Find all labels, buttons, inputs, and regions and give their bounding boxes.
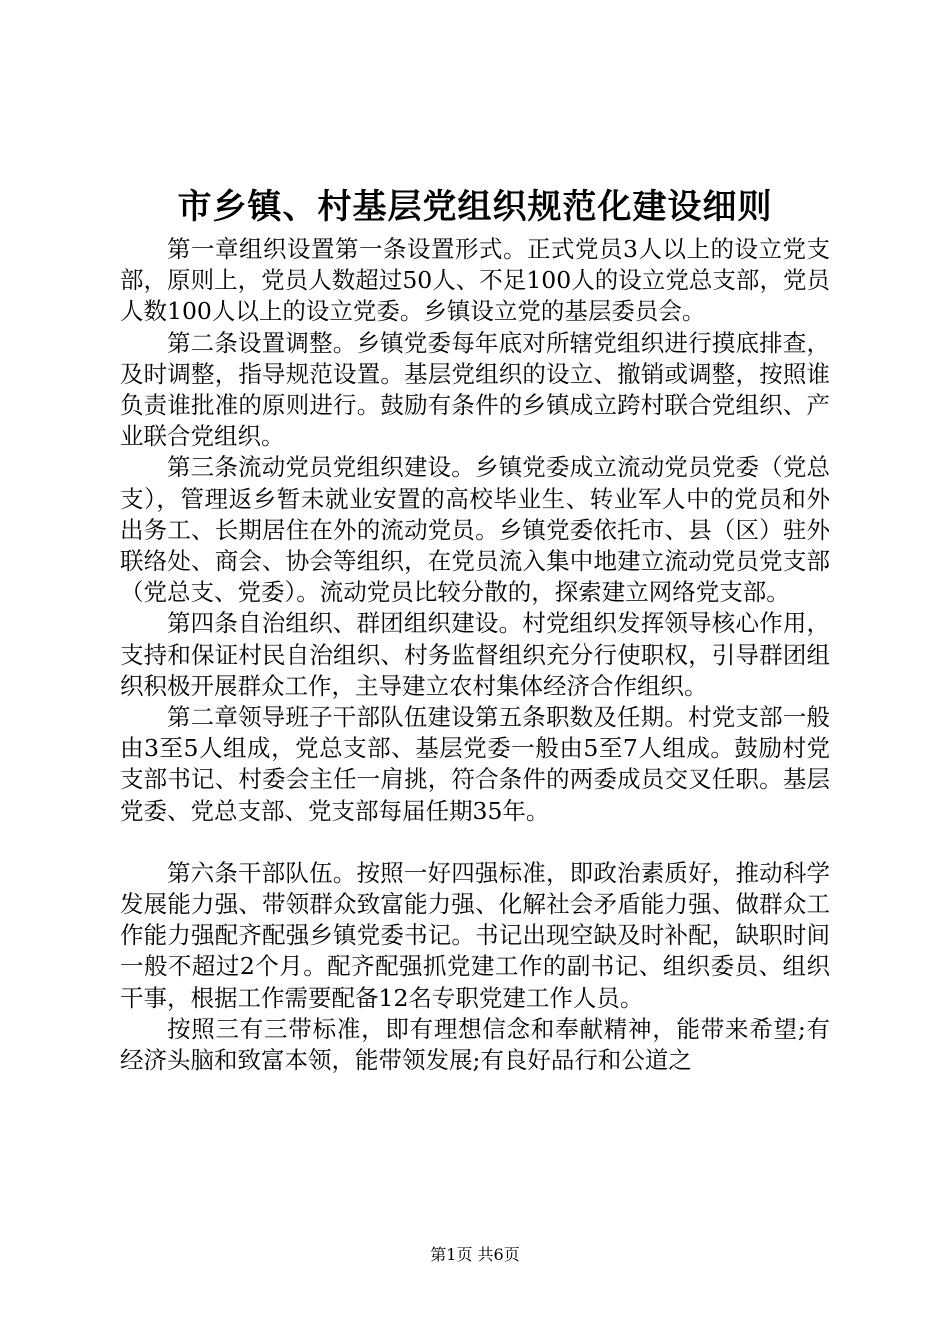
paragraph-article-2: 第二条设置调整。乡镇党委每年底对所辖党组织进行摸底排查，及时调整，指导规范设置。基层党组织的设立、撤销或调整，按照谁负责谁批准的原则进行。鼓励有条件的乡镇成立跨村联合党组织、产业联合党组织。 xyxy=(120,328,830,451)
paragraph-chapter-1-article-1: 第一章组织设置第一条设置形式。正式党员3人以上的设立党支部，原则上，党员人数超过50人、不足100人的设立党总支部，党员人数100人以上的设立党委。乡镇设立党的基层委员会。 xyxy=(120,235,830,326)
paragraph-article-3: 第三条流动党员党组织建设。乡镇党委成立流动党员党委（党总支），管理返乡暂未就业安置的高校毕业生、转业军人中的党员和外出务工、长期居住在外的流动党员。乡镇党委依托市、县（区）驻外联络处、商会、协会等组织，在党员流入集中地建立流动党员党支部（党总支、党委）。流动党员比较分散的，探索建立网络党支部。 xyxy=(120,453,830,607)
document-title: 市乡镇、村基层党组织规范化建设细则 xyxy=(177,187,773,227)
paragraph-article-4: 第四条自治组织、群团组织建设。村党组织发挥领导核心作用，支持和保证村民自治组织、村务监督组织充分行使职权，引导群团组织积极开展群众工作，主导建立农村集体经济合作组织。 xyxy=(120,609,830,700)
page-indicator: 第1页 共6页 xyxy=(430,1245,520,1264)
paragraph-chapter-2-article-5: 第二章领导班子干部队伍建设第五条职数及任期。村党支部一般由3至5人组成，党总支部、基层党委一般由5至7人组成。鼓励村党支部书记、村委会主任一肩挑，符合条件的两委成员交叉任职。基层党委、党总支部、党支部每届任期35年。 xyxy=(120,703,830,825)
paragraph-three-standards: 按照三有三带标准，即有理想信念和奉献精神，能带来希望;有经济头脑和致富本领，能带领发展;有良好品行和公道之 xyxy=(120,1014,830,1075)
page-footer xyxy=(0,1244,950,1266)
paragraph-article-6: 第六条干部队伍。按照一好四强标准，即政治素质好，推动科学发展能力强、带领群众致富能力强、化解社会矛盾能力强、做群众工作能力强配齐配强乡镇党委书记。书记出现空缺及时补配，缺职时间一般不超过2个月。配齐配强抓党建工作的副书记、组织委员、组织干事，根据工作需要配备12名专职党建工作人员。 xyxy=(120,858,830,1012)
document-body xyxy=(120,234,830,1076)
